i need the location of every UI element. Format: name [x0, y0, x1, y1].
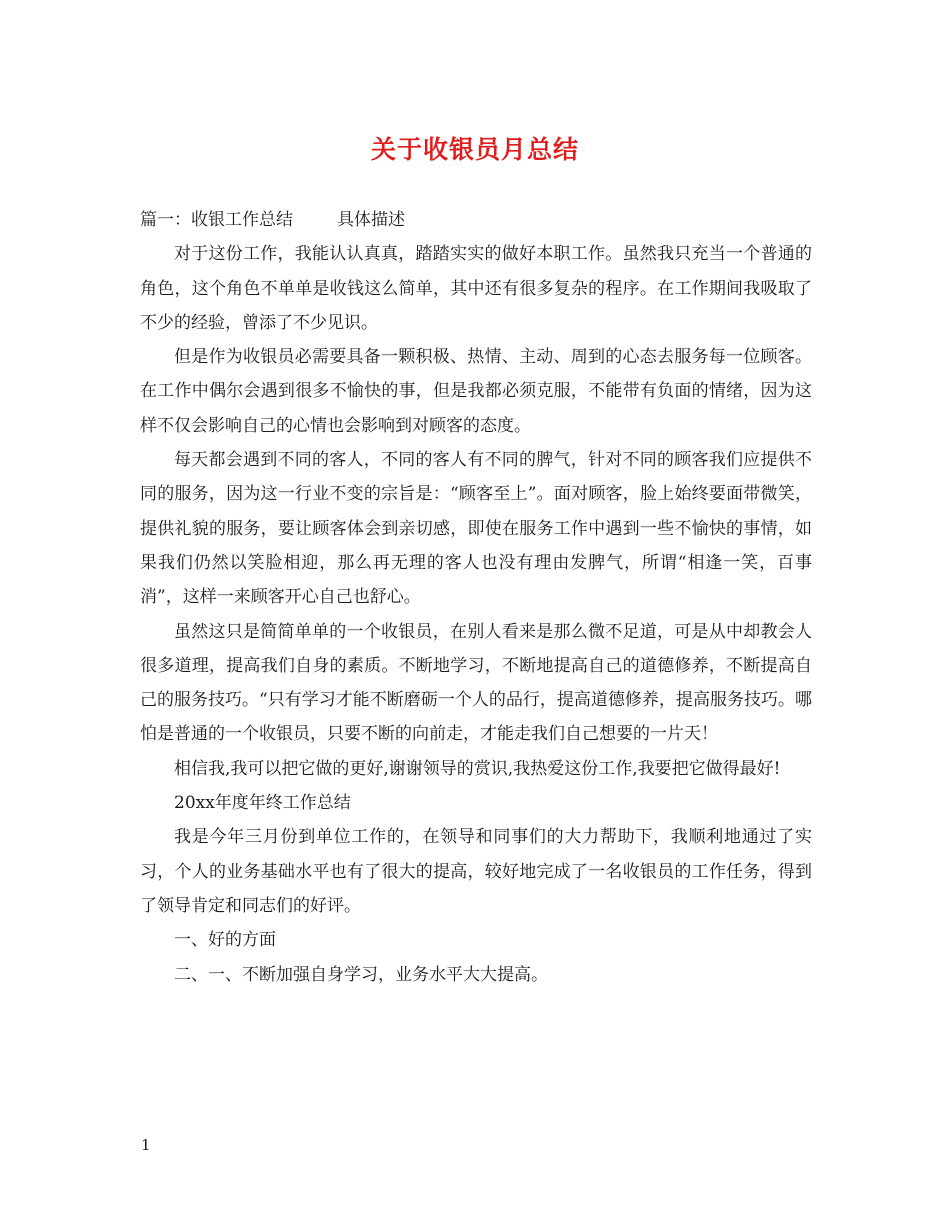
subsection-heading-study: 二、一、不断加强自身学习，业务水平大大提高。 [174, 964, 548, 985]
paragraph-5: 相信我,我可以把它做的更好,谢谢领导的赏识,我热爱这份工作,我要把它做得最好! [174, 758, 781, 779]
paragraph-1: 对于这份工作，我能认认真真，踏踏实实的做好本职工作。虽然我只充当一个普通的角色，这个角色不单单是收钱这么简单，其中还有很多复杂的程序。在工作期间我吸取了不少的经验，曾添了不少见识。 [140, 244, 812, 333]
page-number: 1 [141, 1136, 151, 1154]
section-heading-title: 篇一：收银工作总结 [140, 210, 293, 230]
paragraph-6: 我是今年三月份到单位工作的，在领导和同事们的大力帮助下，我顺利地通过了实习，个人的业务基础水平也有了很大的提高，较好地完成了一名收银员的工作任务，得到了领导肯定和同志们的好评。 [140, 827, 812, 916]
paragraph-3: 每天都会遇到不同的客人，不同的客人有不同的脾气，针对不同的顾客我们应提供不同的服务，因为这一行业不变的宗旨是：“顾客至上”。面对顾客，脸上始终要面带微笑，提供礼貌的服务，要让顾客体会到亲切感，即使在服务工作中遇到一些不愉快的事情，如果我们仍然以笑脸相迎，那么再无理的客人也没有理由发脾气，所谓“相逢一笑，百事消”，这样一来顾客开心自己也舒心。 [140, 450, 812, 608]
paragraph-4: 虽然这只是简简单单的一个收银员，在别人看来是那么微不足道，可是从中却教会人很多道理，提高我们自身的素质。不断地学习，不断地提高自己的道德修养，不断提高自己的服务技巧。“只有学习才能不断磨砺一个人的品行，提高道德修养，提高服务技巧。哪怕是普通的一个收银员，只要不断的向前走，才能走我们自己想要的一片天！ [140, 621, 812, 745]
document-body [140, 203, 812, 992]
subsection-heading-good-aspects: 一、好的方面 [174, 930, 276, 951]
section-heading [140, 203, 812, 237]
annual-summary-heading: 20xx年度年终工作总结 [174, 793, 351, 814]
section-heading-subtitle: 具体描述 [337, 210, 405, 230]
document-title: 关于收银员月总结 [370, 135, 579, 164]
paragraph-2: 但是作为收银员必需要具备一颗积极、热情、主动、周到的心态去服务每一位顾客。在工作中偶尔会遇到很多不愉快的事，但是我都必须克服，不能带有负面的情绪，因为这样不仅会影响自己的心情也会影响到对顾客的态度。 [140, 347, 812, 436]
